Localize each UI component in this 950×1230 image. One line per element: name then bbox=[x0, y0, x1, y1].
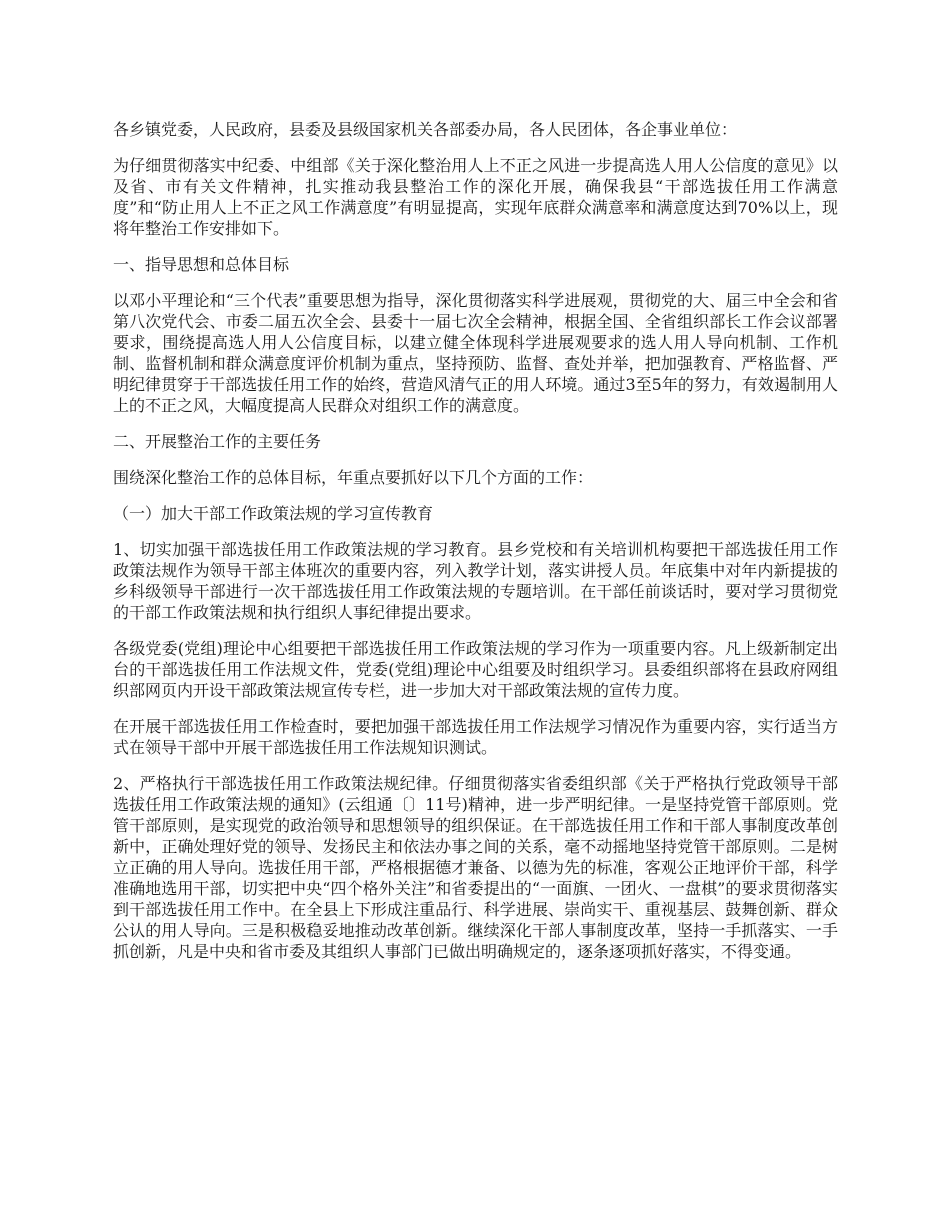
document-body bbox=[113, 119, 838, 977]
task-1-paragraph: 1、切实加强干部选拔任用工作政策法规的学习教育。县乡党校和有关培训机构要把干部选拔任用工作政策法规作为领导干部主体班次的重要内容，列入教学计划，落实讲授人员。年底集中对年内新提拔的乡科级领导干部进行一次干部选拔任用工作政策法规的专题培训。在干部任前谈话时，要对学习贯彻党的干部工作政策法规和执行组织人事纪律提出要求。 bbox=[113, 540, 838, 622]
task-1-study-paragraph: 各级党委(党组)理论中心组要把干部选拔任用工作政策法规的学习作为一项重要内容。凡上级新制定出台的干部选拔任用工作法规文件，党委(党组)理论中心组要及时组织学习。县委组织部将在县政府网组织部网页内开设干部政策法规宣传专栏，进一步加大对干部政策法规的宣传力度。 bbox=[113, 639, 838, 700]
task-1-inspection-paragraph: 在开展干部选拔任用工作检查时，要把加强干部选拔任用工作法规学习情况作为重要内容，实行适当方式在领导干部中开展干部选拔任用工作法规知识测试。 bbox=[113, 717, 838, 757]
intro-paragraph: 为仔细贯彻落实中纪委、中组部《关于深化整治用人上不正之风进一步提高选人用人公信度的意见》以及省、市有关文件精神，扎实推动我县整治工作的深化开展，确保我县“干部选拔任用工作满意度”和“防止用人上不正之风工作满意度”有明显提高，实现年底群众满意率和满意度达到70%以上，现将年整治工作安排如下。 bbox=[113, 156, 838, 238]
section-heading-main-tasks: 二、开展整治工作的主要任务 bbox=[113, 432, 322, 451]
task-2-paragraph: 2、严格执行干部选拔任用工作政策法规纪律。仔细贯彻落实省委组织部《关于严格执行党政领导干部选拔任用工作政策法规的通知》(云组通〔〕11号)精神，进一步严明纪律。一是坚持党管干部原则。党管干部原则，是实现党的政治领导和思想领导的组织保证。在干部选拔任用工作和干部人事制度改革创新中，正确处理好党的领导、发扬民主和依法办事之间的关系，毫不动摇地坚持党管干部原则。二是树立正确的用人导向。选拔任用干部，严格根据德才兼备、以德为先的标准，客观公正地评价干部，科学准确地选用干部，切实把中央“四个格外关注”和省委提出的“一面旗、一团火、一盘棋”的要求贯彻落实到干部选拔任用工作中。在全县上下形成注重品行、科学进展、崇尚实干、重视基层、鼓舞创新、群众公认的用人导向。三是积极稳妥地推动改革创新。继续深化干部人事制度改革，坚持一手抓落实、一手抓创新，凡是中央和省市委及其组织人事部门已做出明确规定的，逐条逐项抓好落实，不得变通。 bbox=[113, 774, 838, 961]
guiding-ideology-paragraph: 以邓小平理论和“三个代表”重要思想为指导，深化贯彻落实科学进展观，贯彻党的大、届三中全会和省第八次党代会、市委二届五次全会、县委十一届七次全会精神，根据全国、全省组织部长工作会议部署要求，围绕提高选人用人公信度目标，以建立健全体现科学进展观要求的选人用人导向机制、工作机制、监督机制和群众满意度评价机制为重点，坚持预防、监督、查处并举，把加强教育、严格监督、严明纪律贯穿于干部选拔任用工作的始终，营造风清气正的用人环境。通过3至5年的努力，有效遏制用人上的不正之风，大幅度提高人民群众对组织工作的满意度。 bbox=[113, 291, 838, 415]
section-heading-guiding-ideology: 一、指导思想和总体目标 bbox=[113, 255, 290, 274]
main-tasks-intro: 围绕深化整治工作的总体目标，年重点要抓好以下几个方面的工作： bbox=[113, 468, 594, 487]
salutation: 各乡镇党委，人民政府，县委及县级国家机关各部委办局，各人民团体，各企事业单位： bbox=[113, 120, 738, 139]
subsection-heading-1: （一）加大干部工作政策法规的学习宣传教育 bbox=[113, 504, 434, 523]
